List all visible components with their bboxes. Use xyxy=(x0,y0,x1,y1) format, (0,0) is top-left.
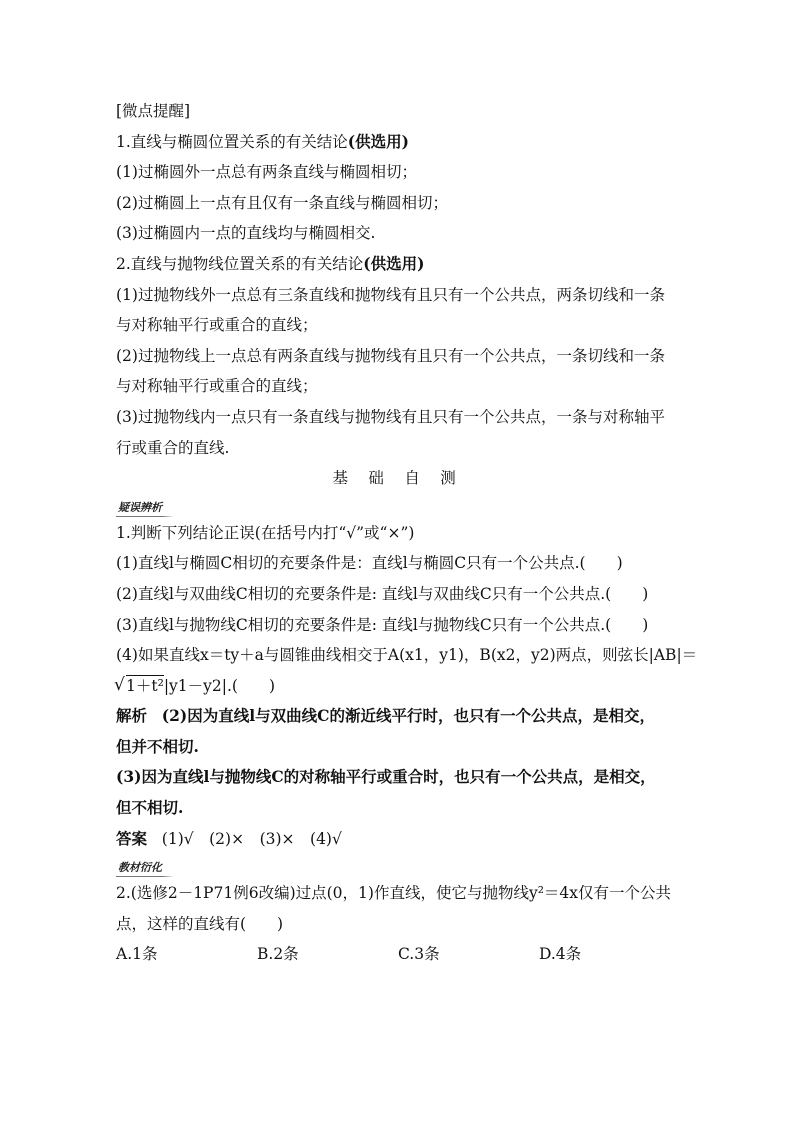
tag-textbook: 教材衍化 xyxy=(116,858,174,878)
option-b: B.2条 xyxy=(257,945,299,964)
answer-text: (1)√ (2)× (3)× (4)√ xyxy=(161,829,342,848)
analysis-line: 但并不相切. xyxy=(116,736,199,756)
q1-item: (2)直线l与双曲线C相切的充要条件是: 直线l与双曲线C只有一个公共点.( ) xyxy=(116,584,649,603)
section-title: 基 础 自 测 xyxy=(332,469,464,488)
answer-line xyxy=(116,824,680,855)
q1-item4-continuation xyxy=(116,671,680,702)
tips-item1-line: (1)过椭圆外一点总有两条直线与椭圆相切； xyxy=(116,163,417,182)
option-a: A.1条 xyxy=(116,945,158,964)
tag-row-judge xyxy=(116,494,680,518)
sqrt-radicand: 1＋t² xyxy=(126,676,164,695)
sqrt-expression xyxy=(116,671,164,702)
tips-item1-line: (2)过椭圆上一点有且仅有一条直线与椭圆相切； xyxy=(116,193,448,212)
tips-header: [微点提醒] xyxy=(116,102,191,120)
tips-item1-title xyxy=(116,127,680,158)
tips-item2-title xyxy=(116,249,680,280)
analysis-line: 但不相切. xyxy=(116,798,184,818)
tips-item2-title-note: (供选用) xyxy=(363,253,425,273)
option-d: D.4条 xyxy=(539,945,582,964)
q1-stem: 1.判断下列结论正误(在括号内打“√”或“×”) xyxy=(116,523,415,542)
analysis-line: (3)因为直线l与抛物线C的对称轴平行或重合时，也只有一个公共点，是相交， xyxy=(116,767,656,787)
analysis-label: 解析 xyxy=(116,706,148,726)
tips-item2-line: (3)过抛物线内一点只有一条直线与抛物线有且只有一个公共点，一条与对称轴平 xyxy=(116,407,665,426)
tag-judge: 疑误辨析 xyxy=(116,498,174,518)
tips-item2-title-text: 2.直线与抛物线位置关系的有关结论 xyxy=(116,254,364,273)
tips-item2-line: 与对称轴平行或重合的直线； xyxy=(116,316,318,335)
tips-item1-line: (3)过椭圆内一点的直线均与椭圆相交. xyxy=(116,224,376,243)
document-page xyxy=(116,96,698,970)
q2-stem-line: 点，这样的直线有( ) xyxy=(116,914,284,933)
tips-item2-line: (2)过抛物线上一点总有两条直线与抛物线有且只有一个公共点，一条切线和一条 xyxy=(116,346,665,365)
q2-stem-line: 2.(选修2－1P71例6改编)过点(0，1)作直线，使它与抛物线y²＝4x仅有一个公共 xyxy=(116,884,672,903)
tips-item1-title-note: (供选用) xyxy=(347,131,409,151)
option-c: C.3条 xyxy=(398,945,440,964)
analysis-text: (2)因为直线l与双曲线C的渐近线平行时，也只有一个公共点，是相交， xyxy=(161,706,655,726)
tips-item1-title-text: 1.直线与椭圆位置关系的有关结论 xyxy=(116,132,348,151)
answer-label: 答案 xyxy=(116,828,148,848)
q2-options xyxy=(116,939,680,970)
q1-item: (3)直线l与抛物线C相切的充要条件是: 直线l与抛物线C只有一个公共点.( ) xyxy=(116,615,649,634)
tips-item2-line: 行或重合的直线. xyxy=(116,438,230,457)
q1-item: (1)直线l与椭圆C相切的充要条件是：直线l与椭圆C只有一个公共点.( ) xyxy=(116,554,623,573)
tips-item2-line: (1)过抛物线外一点总有三条直线和抛物线有且只有一个公共点，两条切线和一条 xyxy=(116,285,665,304)
q1-item4-tail: |y1－y2|.( ) xyxy=(163,676,276,695)
q1-item: (4)如果直线x＝ty＋a与圆锥曲线相交于A(x1，y1)，B(x2，y2)两点，则弦长|AB|＝ xyxy=(116,646,698,665)
analysis-line xyxy=(116,701,680,732)
tips-item2-line: 与对称轴平行或重合的直线； xyxy=(116,377,318,396)
tag-row-textbook xyxy=(116,854,680,878)
